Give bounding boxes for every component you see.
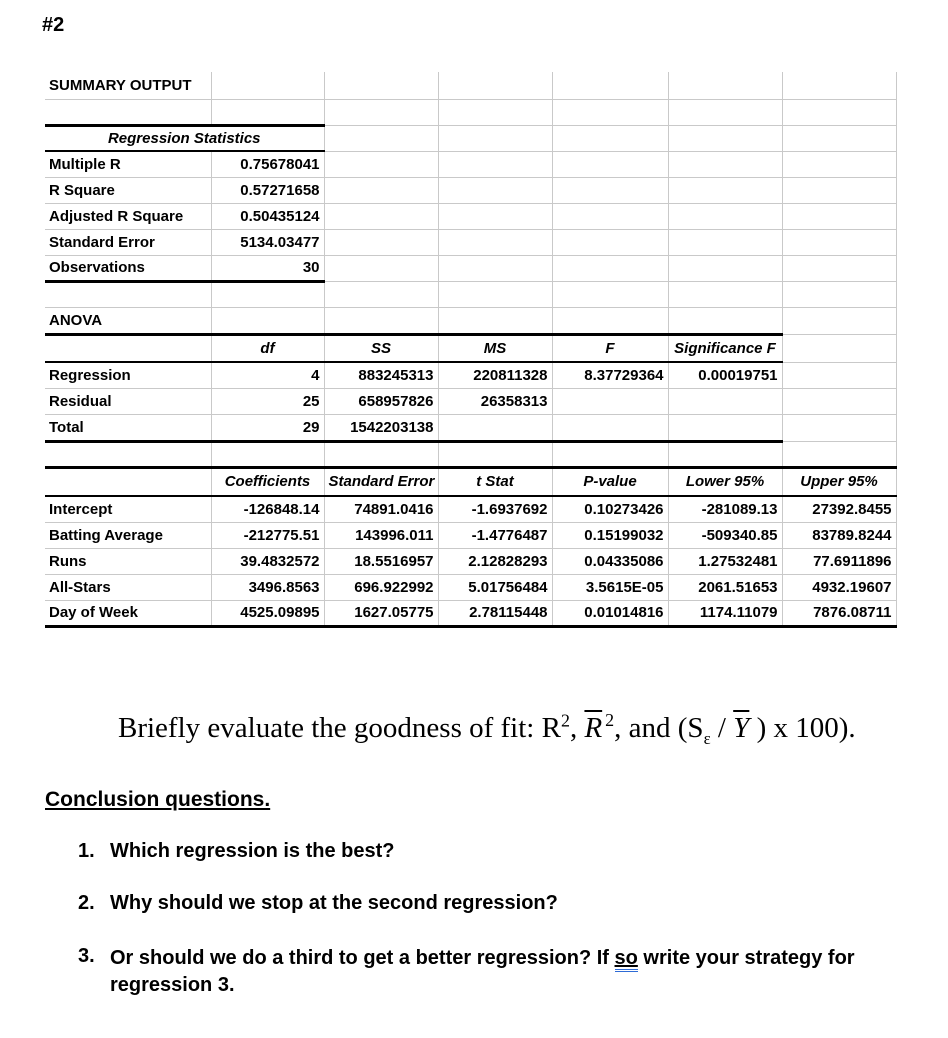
cell xyxy=(438,414,552,441)
cell xyxy=(552,72,668,99)
cell xyxy=(782,99,896,125)
cell xyxy=(668,441,782,467)
cell xyxy=(668,414,782,441)
cell xyxy=(552,151,668,177)
table-row xyxy=(45,125,896,151)
anova-value: 8.37729364 xyxy=(552,362,668,388)
cell xyxy=(438,203,552,229)
coeff-value: -1.4776487 xyxy=(438,522,552,548)
stat-value: 5134.03477 xyxy=(211,229,324,255)
table-row xyxy=(45,388,896,414)
cell xyxy=(438,151,552,177)
cell xyxy=(324,125,438,151)
table-row xyxy=(45,496,896,522)
cell xyxy=(211,307,324,334)
r-exponent: 2 xyxy=(560,710,570,731)
cell xyxy=(438,307,552,334)
cell xyxy=(668,281,782,307)
cell xyxy=(552,414,668,441)
question-item-3 xyxy=(78,945,855,999)
formula-prefix: Briefly evaluate the goodness of fit: xyxy=(118,712,542,744)
cell xyxy=(782,307,896,334)
coeff-value: 1174.11079 xyxy=(668,600,782,626)
cell xyxy=(324,229,438,255)
page-number: #2 xyxy=(42,14,65,36)
coeff-value: 3.5615E-05 xyxy=(552,574,668,600)
cell xyxy=(438,72,552,99)
coeff-value: -281089.13 xyxy=(668,496,782,522)
stat-value: 0.57271658 xyxy=(211,177,324,203)
cell xyxy=(552,203,668,229)
cell xyxy=(782,229,896,255)
cell xyxy=(552,255,668,281)
coeff-value: 143996.011 xyxy=(324,522,438,548)
cell xyxy=(782,362,896,388)
question-item-2 xyxy=(78,892,558,915)
cell xyxy=(782,388,896,414)
cell xyxy=(324,177,438,203)
cell xyxy=(782,255,896,281)
cell xyxy=(668,177,782,203)
coeff-value: 83789.8244 xyxy=(782,522,896,548)
regression-statistics-title: Regression Statistics xyxy=(45,125,324,151)
stat-value: 0.50435124 xyxy=(211,203,324,229)
cell xyxy=(668,72,782,99)
cell xyxy=(324,307,438,334)
cell xyxy=(324,441,438,467)
question-text xyxy=(110,945,855,999)
stat-label: Standard Error xyxy=(45,229,211,255)
stat-value: 30 xyxy=(211,255,324,281)
cell xyxy=(782,151,896,177)
question-line-2: regression 3. xyxy=(110,974,235,996)
coeff-value: 7876.08711 xyxy=(782,600,896,626)
anova-header: df xyxy=(211,334,324,362)
coeff-value: 39.4832572 xyxy=(211,548,324,574)
anova-header: Significance F xyxy=(668,334,782,362)
stat-label: R Square xyxy=(45,177,211,203)
coeff-value: 4932.19607 xyxy=(782,574,896,600)
table-row xyxy=(45,522,896,548)
cell xyxy=(668,99,782,125)
anova-header: SS xyxy=(324,334,438,362)
anova-header: F xyxy=(552,334,668,362)
anova-value: 25 xyxy=(211,388,324,414)
coeff-value: 3496.8563 xyxy=(211,574,324,600)
formula-slash: / xyxy=(710,712,734,744)
grammar-marked-word: so xyxy=(615,947,638,972)
table-row xyxy=(45,334,896,362)
anova-row-label: Regression xyxy=(45,362,211,388)
anova-value: 26358313 xyxy=(438,388,552,414)
coeff-value: 27392.8455 xyxy=(782,496,896,522)
cell xyxy=(782,441,896,467)
cell xyxy=(668,151,782,177)
cell xyxy=(668,255,782,281)
cell xyxy=(211,72,324,99)
table-row xyxy=(45,600,896,626)
table-row xyxy=(45,177,896,203)
coeff-value: 0.04335086 xyxy=(552,548,668,574)
table-row xyxy=(45,203,896,229)
cell xyxy=(438,125,552,151)
coeff-value: 2.78115448 xyxy=(438,600,552,626)
coeff-value: -126848.14 xyxy=(211,496,324,522)
table-row xyxy=(45,467,896,496)
cell xyxy=(552,307,668,334)
goodness-of-fit-prompt xyxy=(118,710,856,748)
cell xyxy=(324,72,438,99)
anova-row-label: Residual xyxy=(45,388,211,414)
coeff-value: 77.6911896 xyxy=(782,548,896,574)
anova-value: 658957826 xyxy=(324,388,438,414)
question-text-post: write your strategy for xyxy=(637,947,855,969)
anova-value: 220811328 xyxy=(438,362,552,388)
question-number: 3. xyxy=(78,945,95,967)
stat-label: Observations xyxy=(45,255,211,281)
anova-value: 0.00019751 xyxy=(668,362,782,388)
cell xyxy=(782,414,896,441)
table-row xyxy=(45,255,896,281)
r-bar-exponent: 2 xyxy=(605,710,615,731)
r-bar-symbol: $\overline{R}$ xyxy=(584,712,603,744)
anova-value: 4 xyxy=(211,362,324,388)
cell xyxy=(552,125,668,151)
coeff-header: Lower 95% xyxy=(668,467,782,496)
spreadsheet-table xyxy=(45,72,897,628)
question-number: 1. xyxy=(78,840,95,862)
cell xyxy=(552,388,668,414)
coeff-row-label: Intercept xyxy=(45,496,211,522)
table-row xyxy=(45,151,896,177)
y-bar-symbol: $\overline{Y}$ xyxy=(733,712,750,744)
cell xyxy=(324,203,438,229)
table-row xyxy=(45,72,896,99)
anova-value: 29 xyxy=(211,414,324,441)
epsilon-subscript: ε xyxy=(703,728,711,748)
anova-header: MS xyxy=(438,334,552,362)
coeff-row-label: Runs xyxy=(45,548,211,574)
coeff-value: 0.01014816 xyxy=(552,600,668,626)
question-text-pre: Or should we do a third to get a better regression? If xyxy=(110,947,615,969)
cell xyxy=(211,281,324,307)
cell xyxy=(438,255,552,281)
conclusion-heading: Conclusion questions. xyxy=(45,788,271,811)
question-item-1 xyxy=(78,840,395,863)
cell xyxy=(782,125,896,151)
coeff-header: Standard Error xyxy=(324,467,438,496)
cell xyxy=(552,281,668,307)
cell xyxy=(668,125,782,151)
coeff-header: P-value xyxy=(552,467,668,496)
anova-value: 883245313 xyxy=(324,362,438,388)
coeff-value: 4525.09895 xyxy=(211,600,324,626)
table-row xyxy=(45,414,896,441)
cell xyxy=(211,441,324,467)
r-symbol: R xyxy=(541,712,561,744)
coeff-row-label: Day of Week xyxy=(45,600,211,626)
cell xyxy=(45,334,211,362)
table-row xyxy=(45,281,896,307)
cell xyxy=(45,467,211,496)
cell xyxy=(668,229,782,255)
coeff-value: 0.10273426 xyxy=(552,496,668,522)
cell xyxy=(782,72,896,99)
table-row xyxy=(45,548,896,574)
cell xyxy=(211,99,324,125)
coeff-header: t Stat xyxy=(438,467,552,496)
cell xyxy=(438,177,552,203)
question-text: Why should we stop at the second regression? xyxy=(110,892,558,914)
cell xyxy=(438,99,552,125)
coeff-value: 2061.51653 xyxy=(668,574,782,600)
question-line-1 xyxy=(110,945,855,972)
stat-label: Multiple R xyxy=(45,151,211,177)
coeff-header: Upper 95% xyxy=(782,467,896,496)
coeff-value: -212775.51 xyxy=(211,522,324,548)
coeff-value: 18.5516957 xyxy=(324,548,438,574)
table-row xyxy=(45,307,896,334)
cell xyxy=(782,281,896,307)
cell xyxy=(552,229,668,255)
coeff-value: -1.6937692 xyxy=(438,496,552,522)
coeff-value: 1.27532481 xyxy=(668,548,782,574)
anova-label: ANOVA xyxy=(45,307,211,334)
cell xyxy=(552,99,668,125)
formula-suffix: ) x 100). xyxy=(749,712,856,744)
formula-separator: , xyxy=(569,712,585,744)
cell xyxy=(552,177,668,203)
cell xyxy=(324,281,438,307)
anova-row-label: Total xyxy=(45,414,211,441)
cell xyxy=(324,151,438,177)
table-row xyxy=(45,229,896,255)
coeff-value: 5.01756484 xyxy=(438,574,552,600)
coeff-value: 696.922992 xyxy=(324,574,438,600)
question-text: Which regression is the best? xyxy=(110,840,395,862)
coeff-value: 0.15199032 xyxy=(552,522,668,548)
cell xyxy=(668,307,782,334)
table-row xyxy=(45,99,896,125)
cell xyxy=(45,281,211,307)
cell xyxy=(552,441,668,467)
cell xyxy=(45,99,211,125)
table-row xyxy=(45,441,896,467)
cell xyxy=(45,441,211,467)
coeff-value: 74891.0416 xyxy=(324,496,438,522)
coeff-header: Coefficients xyxy=(211,467,324,496)
cell xyxy=(324,99,438,125)
stat-label: Adjusted R Square xyxy=(45,203,211,229)
question-number: 2. xyxy=(78,892,95,914)
cell xyxy=(438,441,552,467)
anova-value: 1542203138 xyxy=(324,414,438,441)
cell xyxy=(782,203,896,229)
stat-value: 0.75678041 xyxy=(211,151,324,177)
cell xyxy=(782,177,896,203)
cell xyxy=(324,255,438,281)
cell xyxy=(668,203,782,229)
cell xyxy=(668,388,782,414)
cell xyxy=(438,229,552,255)
coeff-row-label: Batting Average xyxy=(45,522,211,548)
table-row xyxy=(45,574,896,600)
table-row xyxy=(45,362,896,388)
formula-middle: , and (S xyxy=(614,712,704,744)
coeff-row-label: All-Stars xyxy=(45,574,211,600)
coeff-value: 2.12828293 xyxy=(438,548,552,574)
summary-output-label: SUMMARY OUTPUT xyxy=(45,72,211,99)
coeff-value: -509340.85 xyxy=(668,522,782,548)
cell xyxy=(782,334,896,362)
cell xyxy=(438,281,552,307)
coeff-value: 1627.05775 xyxy=(324,600,438,626)
